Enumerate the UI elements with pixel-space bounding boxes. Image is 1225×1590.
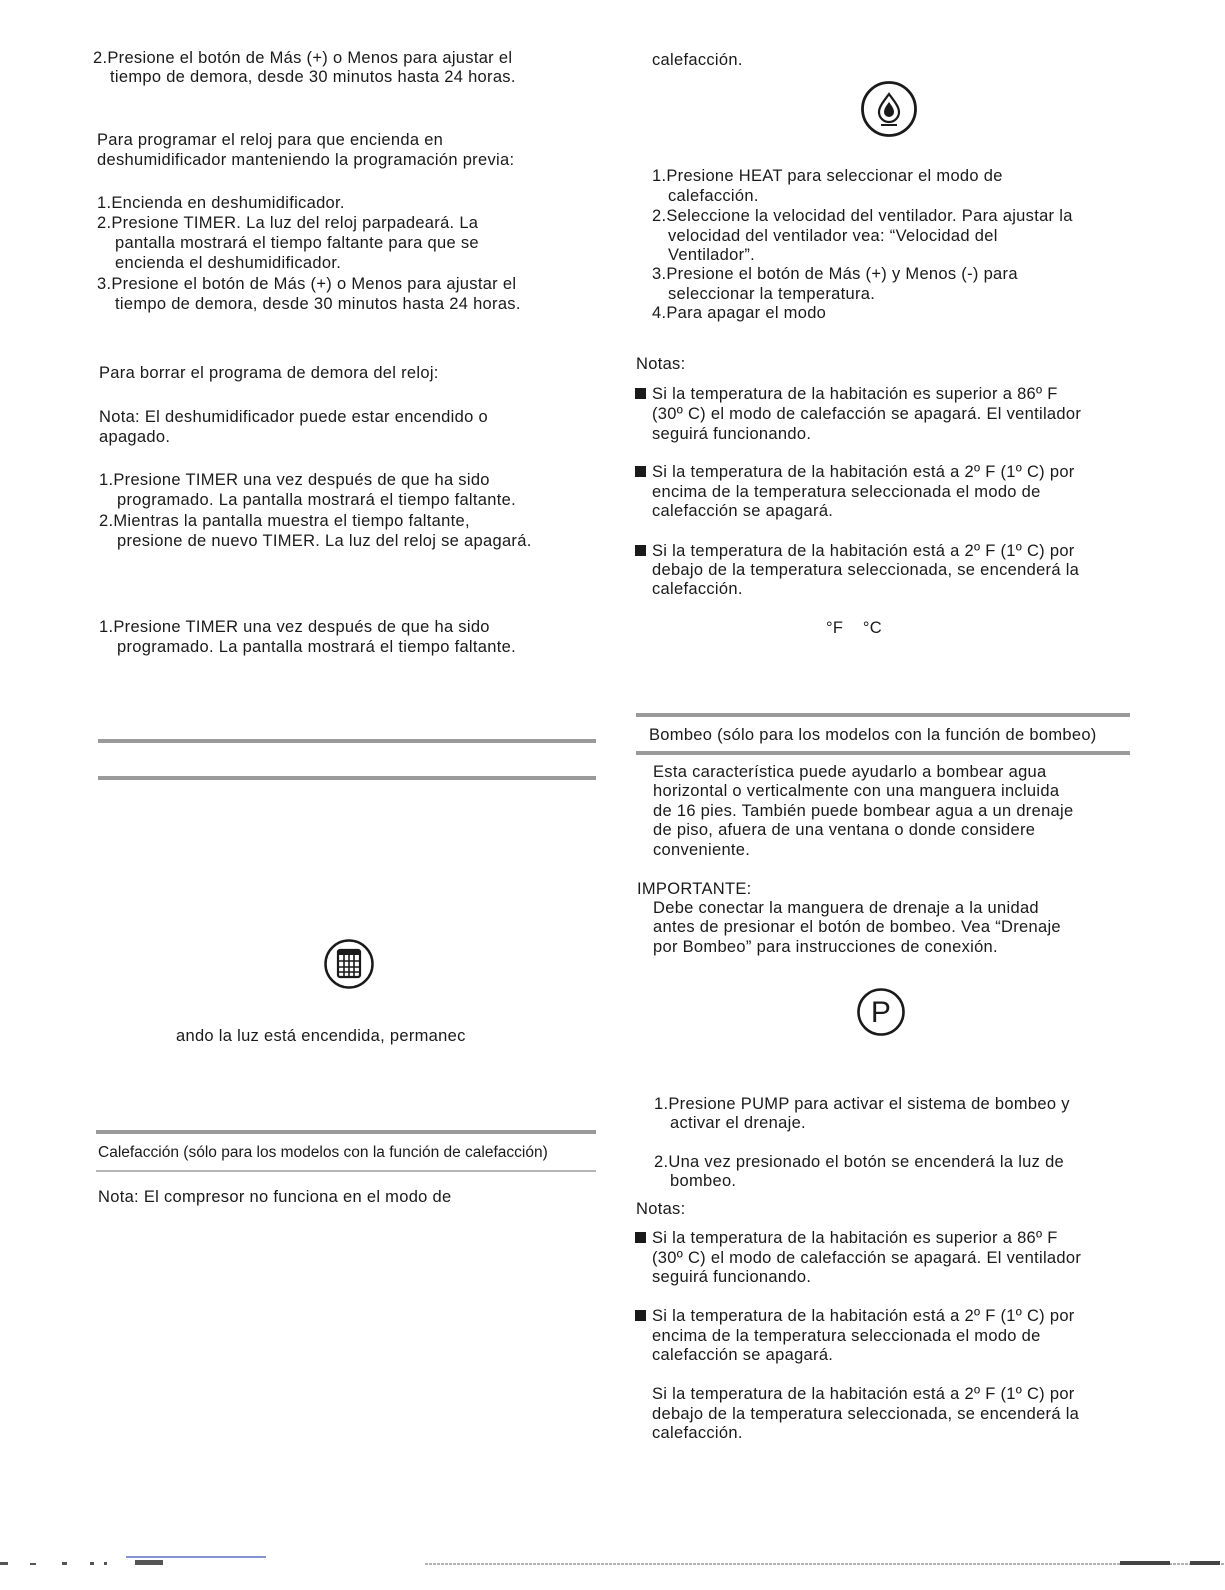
program-step-1: 1.Encienda en deshumidificador. [97,194,345,212]
pump-step-1: 1.Presione PUMP para activar el sistema de bombeo y [654,1095,1070,1113]
heat-step-3: 3.Presione el botón de Más (+) y Menos (-) para [652,265,1018,283]
bullet-square-icon [635,466,646,477]
heat-note-3: Si la temperatura de la habitación está a 2º F (1º C) por [652,542,1075,560]
pump-section-header: Bombeo (sólo para los modelos con la función de bombeo) [649,726,1097,744]
pump-step-2: 2.Una vez presionado el botón se encenderá la luz de [654,1153,1065,1171]
pump-note-3: Si la temperatura de la habitación está a 2º F (1º C) por [652,1385,1075,1403]
clear-title: Para borrar el programa de demora del reloj: [99,364,439,382]
heat-note-2: Si la temperatura de la habitación está a 2º F (1º C) por [652,463,1075,481]
bullet-square-icon [635,1232,646,1243]
heat-drop-icon [860,80,918,138]
program-step-2-cont: pantalla mostrará el tiempo faltante para que se [115,234,479,252]
clear-step-2: 2.Mientras la pantalla muestra el tiempo faltante, [99,512,470,530]
heat-step-3-cont: seleccionar la temperatura. [668,285,876,303]
section-divider [96,1170,596,1172]
pump-desc: Esta característica puede ayudarlo a bombear agua [653,763,1047,781]
bullet-square-icon [635,388,646,399]
temperature-units: °F °C [826,619,882,637]
program-step-2: 2.Presione TIMER. La luz del reloj parpadeará. La [97,214,479,232]
section-divider [636,713,1130,717]
bullet-square-icon [635,545,646,556]
pump-note-3-cont: debajo de la temperatura seleccionada, se encenderá la [652,1405,1080,1423]
step-2-text: 2.Presione el botón de Más (+) o Menos para ajustar el [93,49,513,67]
heat-note-1-cont2: seguirá funcionando. [652,425,812,443]
calendar-icon [323,938,375,990]
program-step-3: 3.Presione el botón de Más (+) o Menos para ajustar el [97,275,517,293]
view-step-1: 1.Presione TIMER una vez después de que ha sido [99,618,490,636]
pump-note-2-cont: encima de la temperatura seleccionada el modo de [652,1327,1041,1345]
svg-text:P: P [870,996,892,1029]
section-divider [98,739,596,743]
program-intro-cont: deshumidificador manteniendo la programación previa: [97,151,515,169]
clear-step-2-cont: presione de nuevo TIMER. La luz del reloj se apagará. [117,532,532,550]
heat-section-header: Calefacción (sólo para los modelos con la función de calefacción) [98,1144,548,1161]
pump-note-1-cont: (30º C) el modo de calefacción se apagará. El ventilador [652,1249,1082,1267]
heat-note-2-cont: encima de la temperatura seleccionada el modo de [652,483,1041,501]
pump-icon [856,987,906,1037]
notes-heading: Notas: [636,355,686,373]
pump-desc-cont3: de piso, afuera de una ventana o donde considere [653,821,1036,839]
notes-heading-2: Notas: [636,1200,686,1218]
pump-note-3-cont2: calefacción. [652,1424,743,1442]
heat-step-4: 4.Para apagar el modo [652,304,827,322]
heat-note-2-cont2: calefacción se apagará. [652,502,834,520]
heat-step-1-cont: calefacción. [668,187,759,205]
heat-note-1-cont: (30º C) el modo de calefacción se apagará. El ventilador [652,405,1082,423]
section-divider [636,751,1130,755]
heat-note-3-cont: debajo de la temperatura seleccionada, se encenderá la [652,561,1080,579]
heat-step-2-cont: velocidad del ventilador vea: “Velocidad del [668,227,998,245]
pump-step-2-cont: bombeo. [670,1172,737,1190]
pump-note-1: Si la temperatura de la habitación es superior a 86º F [652,1229,1058,1247]
important-text: Debe conectar la manguera de drenaje a la unidad [653,899,1039,917]
important-text-cont2: por Bombeo” para instrucciones de conexión. [653,938,998,956]
program-intro: Para programar el reloj para que encienda en [97,131,444,149]
section-divider [96,1130,596,1134]
heat-step-2: 2.Seleccione la velocidad del ventilador. Para ajustar la [652,207,1073,225]
heat-note-3-cont2: calefacción. [652,580,743,598]
pump-desc-cont4: conveniente. [653,841,751,859]
clear-step-1-cont: programado. La pantalla mostrará el tiempo faltante. [117,491,516,509]
heat-note-1: Si la temperatura de la habitación es superior a 86º F [652,385,1058,403]
heat-step-2-cont2: Ventilador”. [668,246,756,264]
pump-desc-cont: horizontal o verticalmente con una manguera incluida [653,782,1060,800]
program-step-2-cont2: encienda el deshumidificador. [115,254,342,272]
clear-note-cont: apagado. [99,428,171,446]
pump-step-1-cont: activar el drenaje. [670,1114,806,1132]
step-2-text-cont: tiempo de demora, desde 30 minutos hasta 24 horas. [110,68,516,86]
light-fragment: ando la luz está encendida, permanec [176,1027,466,1045]
heat-mode-text: calefacción. [652,51,743,69]
scan-edge-artifacts [0,1556,1225,1585]
heat-step-1: 1.Presione HEAT para seleccionar el modo de [652,167,1003,185]
section-divider [98,776,596,780]
pump-note-1-cont2: seguirá funcionando. [652,1268,812,1286]
important-heading: IMPORTANTE: [637,880,752,898]
clear-note: Nota: El deshumidificador puede estar encendido o [99,408,488,426]
pump-desc-cont2: de 16 pies. También puede bombear agua a un drenaje [653,802,1074,820]
clear-step-1: 1.Presione TIMER una vez después de que ha sido [99,471,490,489]
view-step-1-cont: programado. La pantalla mostrará el tiempo faltante. [117,638,516,656]
bullet-square-icon [635,1310,646,1321]
pump-note-2: Si la temperatura de la habitación está a 2º F (1º C) por [652,1307,1075,1325]
program-step-3-cont: tiempo de demora, desde 30 minutos hasta 24 horas. [115,295,521,313]
pump-note-2-cont2: calefacción se apagará. [652,1346,834,1364]
important-text-cont: antes de presionar el botón de bombeo. Vea “Drenaje [653,918,1061,936]
heat-compressor-note: Nota: El compresor no funciona en el modo de [98,1188,452,1206]
